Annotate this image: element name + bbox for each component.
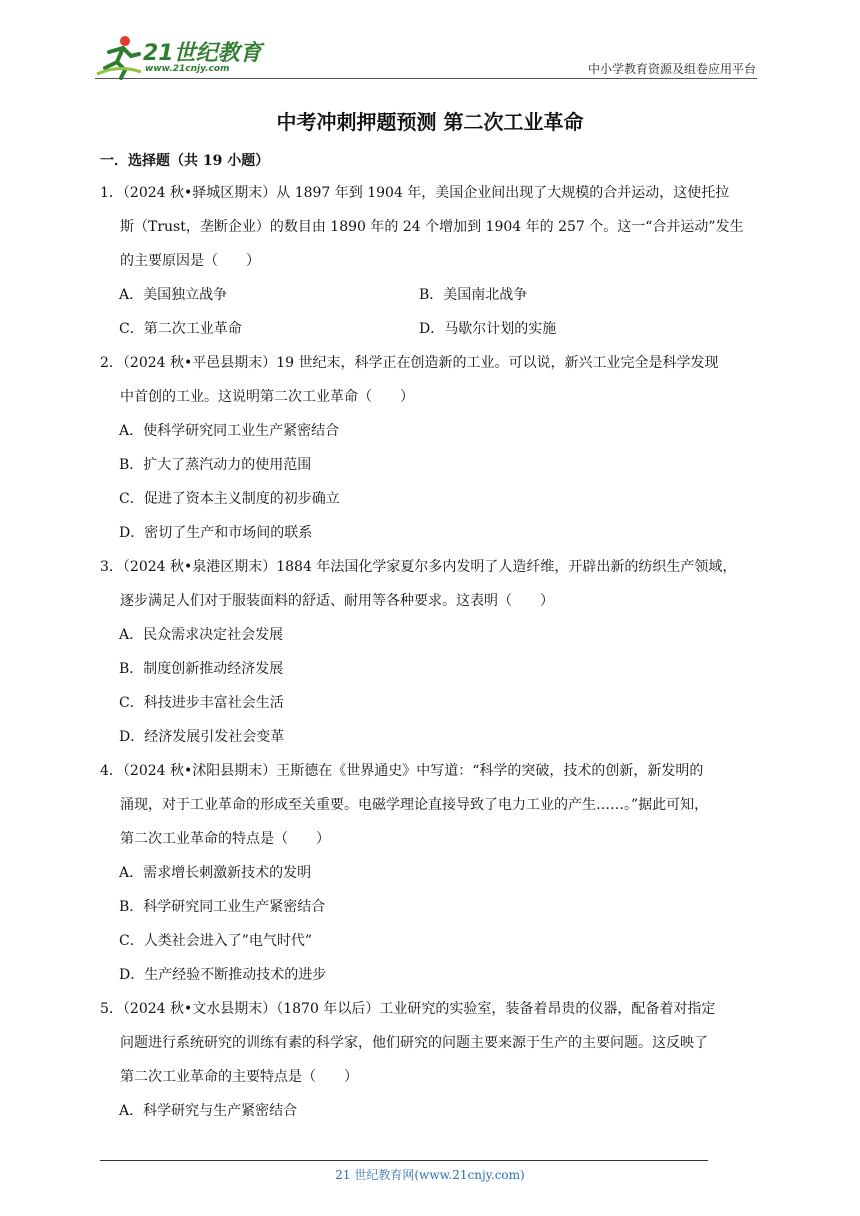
option-b[interactable]: B．美国南北战争 xyxy=(419,287,528,303)
question-text-line: 涌现，对于工业革命的形成至关重要。电磁学理论直接导致了电力工业的产生……。”据此可知， xyxy=(120,797,709,813)
question-text-line: 1．（2024 秋•驿城区期末）从 1897 年到 1904 年，美国企业间出现了大规模的合并运动，这使托拉 xyxy=(100,185,730,201)
header-divider xyxy=(95,78,757,79)
header-platform-text: 中小学教育资源及组卷应用平台 xyxy=(587,62,756,76)
option-a[interactable]: A．需求增长刺激新技术的发明 xyxy=(119,865,312,881)
footer-divider xyxy=(100,1160,708,1161)
option-c[interactable]: C．人类社会进入了”电气时代” xyxy=(119,933,313,949)
question-text-line: 斯（Trust，垄断企业）的数目由 1890 年的 24 个增加到 1904 年的 257 个。这一“合并运动”发生 xyxy=(120,219,744,235)
option-d[interactable]: D．经济发展引发社会变革 xyxy=(119,729,285,745)
question-4 xyxy=(100,754,766,992)
question-1 xyxy=(100,176,766,346)
option-a[interactable]: A．民众需求决定社会发展 xyxy=(119,627,284,643)
question-text-line: 5．（2024 秋•文水县期末）（1870 年以后）工业研究的实验室，装备着昂贵的仪器，配备着对指定 xyxy=(100,1001,716,1017)
question-text-line: 3．（2024 秋•泉港区期末）1884 年法国化学家夏尔多内发明了人造纤维，开辟出新的纺织生产领域， xyxy=(100,559,737,575)
option-c[interactable]: C．第二次工业革命 xyxy=(119,321,242,337)
option-b[interactable]: B．科学研究同工业生产紧密结合 xyxy=(119,899,326,915)
question-text-line: 第二次工业革命的特点是（ ） xyxy=(120,831,330,847)
question-2 xyxy=(100,346,766,550)
runner-logo-icon xyxy=(95,34,143,80)
option-c[interactable]: C．促进了资本主义制度的初步确立 xyxy=(119,491,340,507)
question-text-line: 4．（2024 秋•沭阳县期末）王斯德在《世界通史》中写道：“科学的突破，技术的创新，新发明的 xyxy=(100,763,704,779)
page-header xyxy=(0,0,860,90)
logo-brand-text: 21世纪教育 xyxy=(143,41,262,66)
question-5 xyxy=(100,992,766,1128)
question-list xyxy=(100,176,766,1128)
logo-url-text: www.21cnjy.com xyxy=(145,64,230,74)
option-row xyxy=(100,278,766,312)
option-b[interactable]: B．制度创新推动经济发展 xyxy=(119,661,284,677)
question-text-line: 的主要原因是（ ） xyxy=(120,253,260,269)
option-d[interactable]: D．马歇尔计划的实施 xyxy=(419,321,557,337)
option-row xyxy=(100,312,766,346)
question-3 xyxy=(100,550,766,754)
option-a[interactable]: A．科学研究与生产紧密结合 xyxy=(119,1103,298,1119)
site-logo[interactable] xyxy=(95,34,265,80)
page-title: 中考冲刺押题预测 第二次工业革命 xyxy=(276,110,584,134)
option-c[interactable]: C．科技进步丰富社会生活 xyxy=(119,695,284,711)
question-text-line: 中首创的工业。这说明第二次工业革命（ ） xyxy=(120,389,414,405)
footer-link[interactable]: 21 世纪教育网(www.21cnjy.com) xyxy=(335,1168,525,1182)
option-a[interactable]: A．美国独立战争 xyxy=(119,287,228,303)
option-b[interactable]: B．扩大了蒸汽动力的使用范围 xyxy=(119,457,312,473)
option-d[interactable]: D．生产经验不断推动技术的进步 xyxy=(119,967,327,983)
question-text-line: 逐步满足人们对于服装面料的舒适、耐用等各种要求。这表明（ ） xyxy=(120,593,554,609)
question-text-line: 2．（2024 秋•平邑县期末）19 世纪末，科学正在创造新的工业。可以说，新兴工业完全是科学发现 xyxy=(100,355,719,371)
question-text-line: 第二次工业革命的主要特点是（ ） xyxy=(120,1069,358,1085)
section-heading: 一．选择题（共 19 小题） xyxy=(100,153,270,169)
option-d[interactable]: D．密切了生产和市场间的联系 xyxy=(119,525,313,541)
question-text-line: 问题进行系统研究的训练有素的科学家，他们研究的问题主要来源于生产的主要问题。这反映了 xyxy=(120,1035,708,1051)
option-a[interactable]: A．使科学研究同工业生产紧密结合 xyxy=(119,423,340,439)
